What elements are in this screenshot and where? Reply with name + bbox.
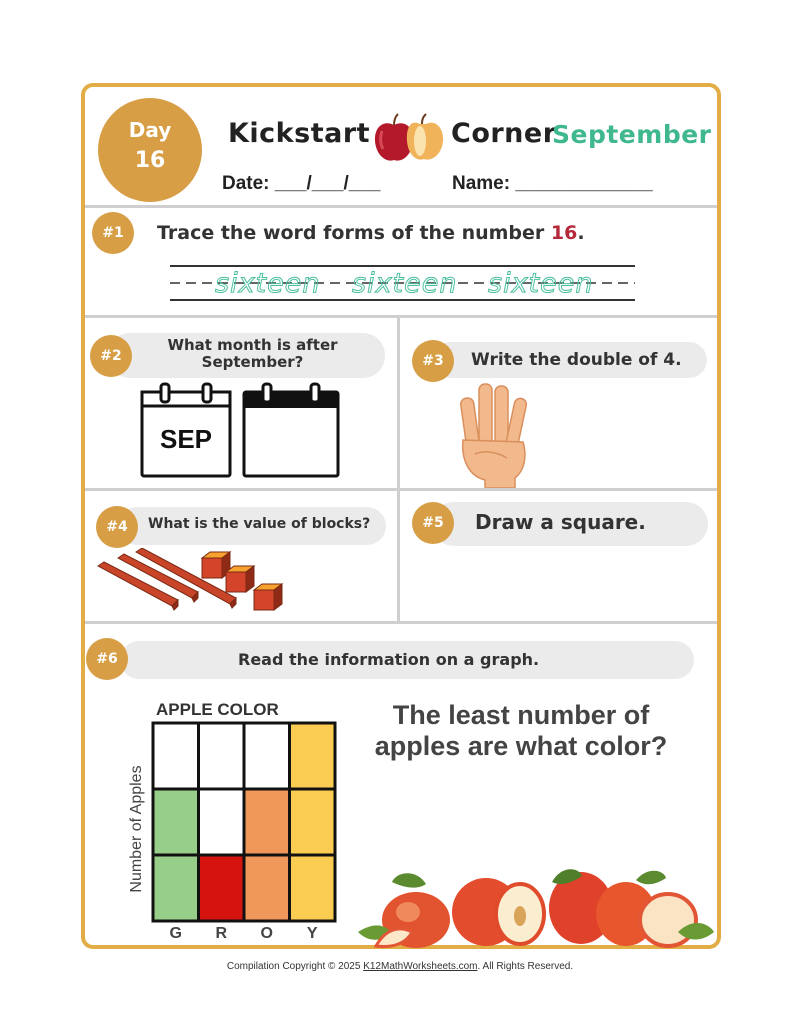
day-label: Day (128, 118, 172, 142)
calendar-label: SEP (159, 424, 213, 454)
calendar-blank-icon[interactable] (242, 382, 340, 478)
title-corner: Corner (451, 118, 557, 149)
q2-prompt-line1: What month is after (167, 336, 338, 354)
question-badge: #6 (86, 638, 128, 680)
question-badge: #4 (96, 506, 138, 548)
name-field[interactable]: Name: _____________ (452, 173, 653, 194)
x-tick-label: R (215, 925, 228, 942)
q6-prompt: Read the information on a graph. (238, 650, 540, 669)
trace-word[interactable]: sixteen (352, 268, 458, 299)
day-badge (98, 98, 202, 202)
x-tick-label: G (169, 925, 182, 942)
chart-title: APPLE COLOR (156, 700, 279, 719)
chart-y-label: Number of Apples (128, 765, 145, 893)
divider (85, 205, 717, 208)
copyright-link[interactable]: K12MathWorksheets.com (363, 961, 478, 972)
date-field[interactable]: Date: ___/___/___ (222, 173, 381, 194)
bar-cell-R (199, 855, 245, 921)
title-kickstart: Kickstart (228, 118, 371, 149)
bar-cell-O (244, 789, 290, 855)
base-ten-blocks-icon (96, 548, 286, 618)
bar-cell-Y (290, 855, 336, 921)
bar-cell-G (153, 789, 199, 855)
q3-prompt: Write the double of 4. (471, 350, 682, 370)
day-number: 16 (134, 148, 166, 173)
divider (85, 488, 717, 491)
empty-cell (199, 723, 245, 789)
empty-cell (199, 789, 245, 855)
bar-cell-Y (290, 723, 336, 789)
divider (85, 315, 717, 318)
q4-prompt: What is the value of blocks? (148, 516, 371, 532)
q1-period: . (577, 222, 585, 244)
question-badge: #2 (90, 335, 132, 377)
trace-word[interactable]: sixteen (488, 268, 594, 299)
apple-icon (372, 113, 448, 163)
empty-cell (153, 723, 199, 789)
copyright-text: Compilation Copyright © 2025 (226, 961, 361, 972)
question-badge: #3 (412, 340, 454, 382)
empty-cell (244, 723, 290, 789)
bar-cell-G (153, 855, 199, 921)
hand-four-fingers-icon (455, 380, 537, 488)
x-tick-label: Y (306, 925, 318, 942)
divider (397, 318, 400, 621)
q1-prompt (157, 222, 585, 244)
apples-illustration (356, 862, 716, 948)
divider (85, 621, 717, 624)
question-badge: #1 (92, 212, 134, 254)
question-badge: #5 (412, 502, 454, 544)
q1-number: 16 (550, 222, 578, 244)
copyright-footer (0, 961, 800, 972)
apple-color-chart (150, 720, 338, 925)
q2-prompt-line2: September? (201, 353, 304, 371)
q5-prompt: Draw a square. (475, 510, 646, 534)
trace-word[interactable]: sixteen (215, 268, 321, 299)
q6-question: The least number of apples are what color? (374, 700, 668, 761)
x-tick-label: O (260, 925, 273, 942)
copyright-suffix: . All Rights Reserved. (477, 961, 574, 972)
bar-cell-Y (290, 789, 336, 855)
q1-prompt-text: Trace the word forms of the number (157, 222, 545, 244)
q2-prompt (140, 337, 365, 371)
title-month: September (552, 120, 712, 149)
bar-cell-O (244, 855, 290, 921)
